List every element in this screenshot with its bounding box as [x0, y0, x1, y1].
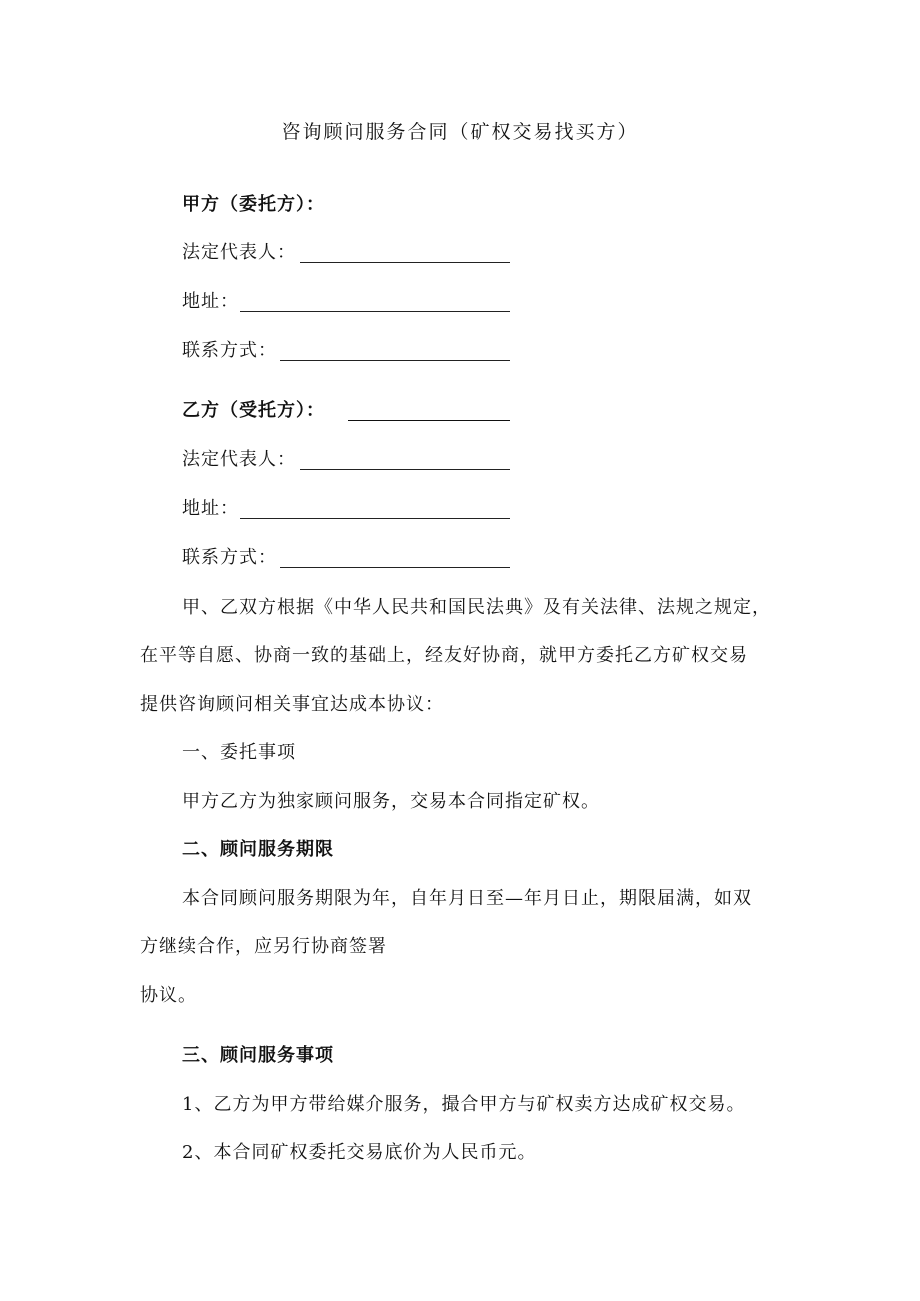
preamble-line-1: 甲、乙双方根据《中华人民共和国民法典》及有关法律、法规之规定，	[182, 597, 771, 618]
section-3-item-1: 1、乙方为甲方带给媒介服务，撮合甲方与矿权卖方达成矿权交易。	[182, 1094, 746, 1115]
section-2-line-1: 本合同顾问服务期限为年，自年月日至—年月日止，期限届满，如双	[182, 888, 752, 909]
section-1-text: 甲方乙方为独家顾问服务，交易本合同指定矿权。	[182, 791, 600, 812]
section-3-item-2: 2、本合同矿权委托交易底价为人民币元。	[182, 1142, 537, 1163]
party-b-contact-label: 联系方式：	[182, 547, 277, 568]
section-1-heading: 一、委托事项	[182, 742, 296, 763]
party-b-address-label: 地址：	[182, 498, 239, 519]
party-a-contact-label: 联系方式：	[182, 340, 277, 361]
section-2-line-3: 协议。	[140, 985, 197, 1006]
section-2-heading: 二、顾问服务期限	[182, 839, 334, 860]
party-b-name-blank	[348, 420, 510, 421]
party-b-rep-blank	[300, 469, 510, 470]
party-a-address-blank	[240, 311, 510, 312]
section-2-line-2: 方继续合作，应另行协商签署	[140, 936, 387, 957]
party-a-rep-label: 法定代表人：	[182, 242, 296, 263]
party-a-address-label: 地址：	[182, 291, 239, 312]
party-a-rep-blank	[300, 262, 510, 263]
party-b-rep-label: 法定代表人：	[182, 449, 296, 470]
document-title: 咨询顾问服务合同（矿权交易找买方）	[281, 121, 639, 143]
party-b-contact-blank	[280, 567, 510, 568]
party-b-heading: 乙方（受托方）：	[182, 400, 325, 421]
preamble-line-3: 提供咨询顾问相关事宜达成本协议：	[140, 694, 444, 715]
party-b-address-blank	[240, 518, 510, 519]
section-3-heading: 三、顾问服务事项	[182, 1045, 334, 1066]
party-a-contact-blank	[280, 360, 510, 361]
party-a-heading: 甲方（委托方）：	[182, 194, 325, 215]
preamble-line-2: 在平等自愿、协商一致的基础上，经友好协商，就甲方委托乙方矿权交易	[140, 645, 748, 666]
